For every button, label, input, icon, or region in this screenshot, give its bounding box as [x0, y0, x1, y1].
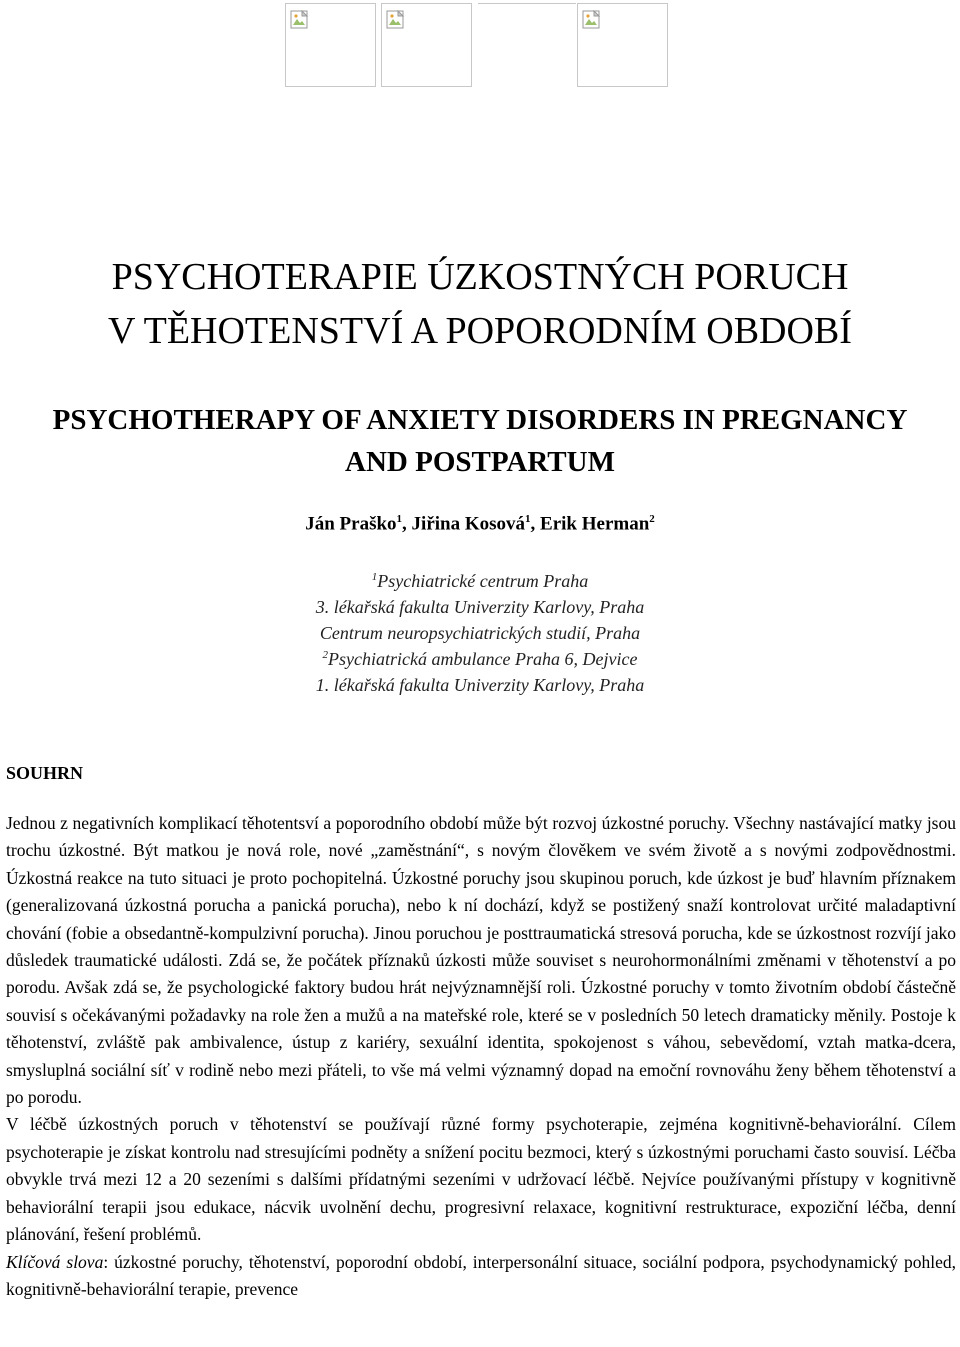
abstract-body — [6, 810, 956, 1303]
affiliation-block — [0, 564, 960, 694]
author-affiliation-marker: 1 — [396, 513, 403, 525]
author-name: Ján Praško — [305, 513, 397, 535]
affiliation-text: Centrum neuropsychiatrických studií, Praha — [319, 623, 641, 643]
keywords-text: úzkostné poruchy, těhotenství, poporodní období, interpersonální situace, sociální podpora, psychodynamický pohled, kognitivně-behaviorální terapie, prevence — [6, 1251, 956, 1299]
affiliation-line — [0, 642, 960, 668]
affiliation-text: 3. lékařská fakulta Univerzity Karlovy, Praha — [315, 597, 645, 617]
keywords-label: Klíčová slova — [6, 1251, 104, 1272]
keywords-line — [6, 1249, 956, 1304]
abstract-paragraph: V léčbě úzkostných poruch v těhotenství se používají různé formy psychoterapie, zejména kognitivně-behaviorální. Cílem psychoterapie je získat kontrolu nad stresujícími podněty a snížení pocitu bezmoci, který s úzkostnými poruchami často souvisí. Léčba obvykle trvá mezi 12 a 20 sezeními s dalšími přídatnými sezeními v udržovací léčbě. Nejvíce používanými přístupy v kognitivně behaviorální terapii jsou edukace, nácvik uvolnění dechu, progresivní relaxace, kognitivní restrukturace, expoziční léčba, denní plánování, řešení problémů. — [6, 1114, 956, 1245]
author-affiliation-marker: 2 — [649, 513, 655, 525]
affiliation-text: 1. lékařská fakulta Univerzity Karlovy, Praha — [315, 675, 645, 695]
affiliation-line — [0, 616, 960, 642]
author-separator: , — [402, 513, 412, 535]
image-placeholder-icon — [386, 10, 406, 30]
affiliation-text: Psychiatrická ambulance Praha 6, Dejvice — [328, 649, 638, 669]
paper-title-line-2: V TĚHOTENSTVÍ A POPORODNÍM OBDOBÍ — [108, 310, 852, 352]
abstract-paragraph: Jednou z negativních komplikací těhotentsví a poporodního období může být rozvoj úzkostné poruchy. Všechny nastávající matky jsou trochu úzkostné. Být matkou je nová role, nové „zaměstnání“, s novým člověkem ve svém životě a s novými zodpovědnostmi. Úzkostná reakce na tuto situaci je proto pochopitelná. Úzkostné poruchy jsou skupinou poruch, kde úzkost je buď hlavním příznakem (generalizovaná úzkostná porucha a panická porucha), nebo k ní dochází, když se postižený snaží kontrolovat určité maladaptivní chování (fobie a obsedantně-kompulzivní porucha). Jinou poruchou je posttraumatická stresová porucha, kde se úzkostnost rozvíjí jako důsledek traumatické události. Zdá se, že počátek příznaků úzkosti může souviset s neurohormonálními změnami v těhotenství a po porodu. Avšak zdá se, že psychologické faktory budou hrát nejvýznamnější roli. Úzkostné poruchy v tomto životním období částečně souvisí s očekávanými požadavky na role žen a mužů a na mateřské role, které se v posledních 50 letech dramaticky měnily. Postoje k těhotenství, zvláště pak ambivalence, ústup z kariéry, sexuální identita, spokojenost s váhou, sebevědomí, vztah matka-dcera, smysluplná sociální síť v rodině nebo mezi přáteli, to vše má velmi významný dopad na emoční rovnováhu ženy během těhotenství a po porodu. — [6, 813, 956, 1108]
affiliation-marker: 1 — [371, 571, 378, 583]
affiliation-marker: 2 — [322, 649, 329, 661]
keywords-separator: : — [103, 1251, 115, 1272]
author-affiliation-marker: 1 — [525, 513, 531, 525]
image-placeholder — [478, 3, 576, 4]
image-placeholder-icon — [582, 10, 602, 30]
image-placeholder — [285, 3, 376, 87]
image-placeholder-icon — [290, 10, 310, 30]
author-name: Jiřina Kosová — [411, 513, 526, 535]
image-placeholder — [381, 3, 472, 87]
author-list — [0, 513, 960, 535]
author-name: Erik Herman — [540, 513, 650, 535]
english-title-line-1: PSYCHOTHERAPY OF ANXIETY DISORDERS IN PREGNANCY — [52, 404, 908, 436]
author-separator: , — [530, 513, 541, 535]
paper-title-line-1: PSYCHOTERAPIE ÚZKOSTNÝCH PORUCH — [111, 256, 849, 298]
english-title-line-2: AND POSTPARTUM — [345, 446, 615, 478]
affiliation-text: Psychiatrické centrum Praha — [377, 571, 589, 591]
abstract-heading: SOUHRN — [6, 763, 84, 783]
affiliation-line — [0, 564, 960, 590]
affiliation-line — [0, 590, 960, 616]
affiliation-line — [0, 668, 960, 694]
image-placeholder — [577, 3, 668, 87]
